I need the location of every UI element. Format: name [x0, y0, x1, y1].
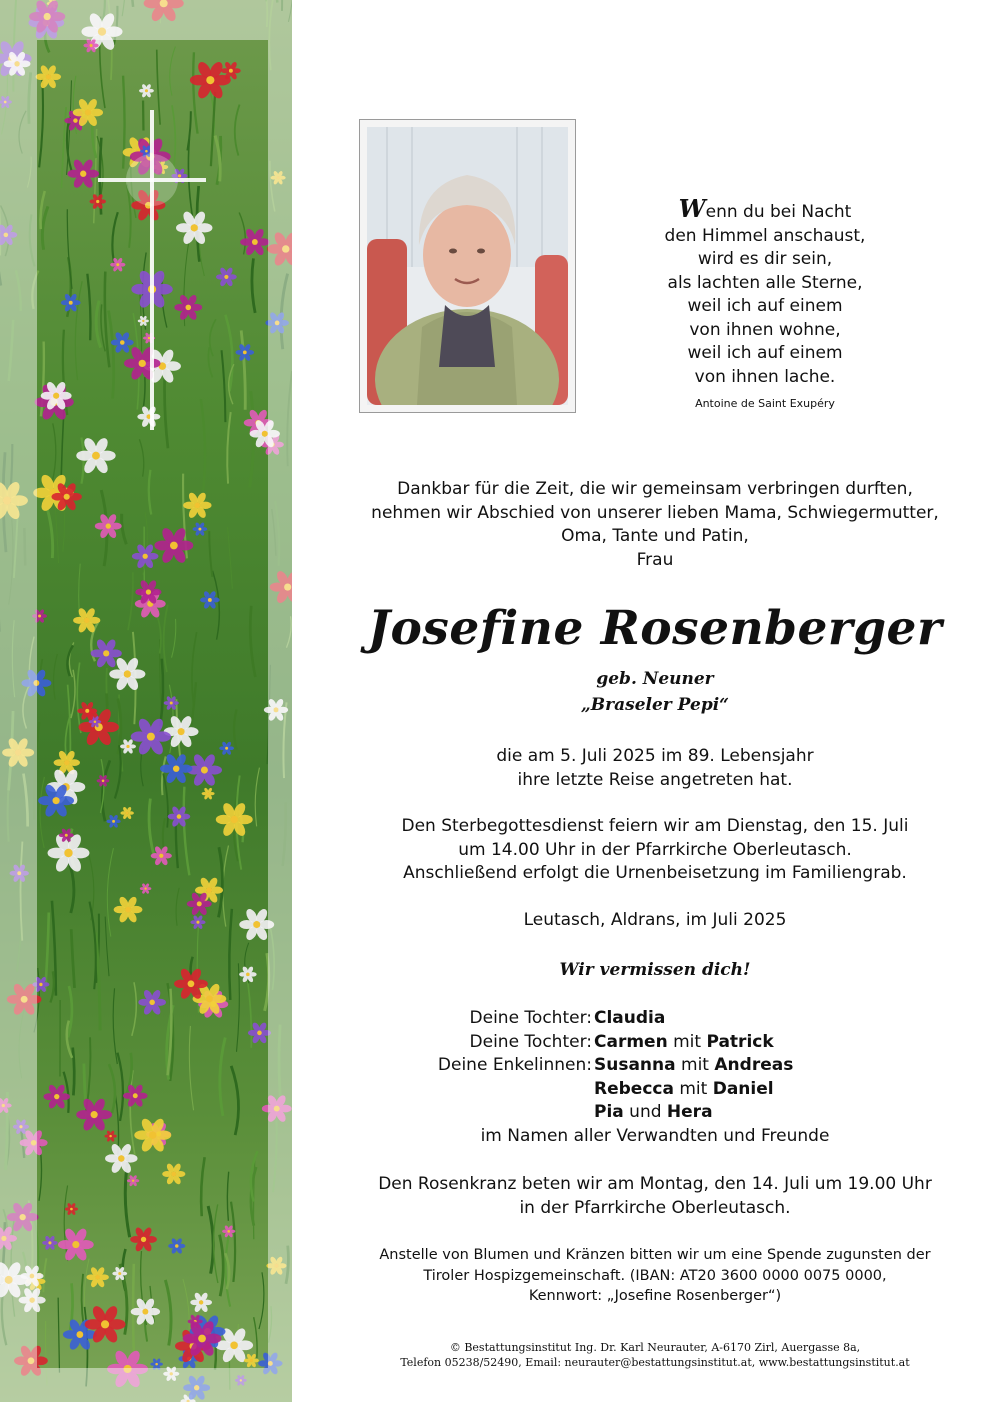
family-name: Rebecca — [594, 1078, 674, 1099]
family-names — [594, 1054, 793, 1078]
grass-blade — [281, 274, 288, 349]
grass-blade — [263, 0, 266, 1]
family-row — [310, 1031, 1000, 1055]
rosary-line: in der Pfarrkirche Oberleutasch. — [519, 1197, 791, 1218]
family-name: Carmen — [594, 1031, 668, 1052]
grass-blade — [275, 501, 279, 566]
grass-blade — [262, 0, 267, 27]
quote-initial: W — [678, 194, 706, 223]
intro-line: Frau — [636, 549, 674, 570]
grass-blade — [20, 842, 22, 941]
grass-blade — [269, 0, 273, 70]
grass-blade — [130, 0, 133, 7]
grass-blade — [283, 802, 286, 866]
flower — [2, 737, 34, 769]
quote-line: weil ich auf einem — [687, 343, 843, 363]
intro-line: Dankbar für die Zeit, die wir gemeinsam verbringen durften, — [397, 479, 913, 499]
family-names — [594, 1101, 713, 1125]
rosary-text — [310, 1173, 1000, 1220]
family-name: Pia — [594, 1102, 624, 1123]
flower — [0, 224, 17, 247]
flower — [10, 864, 29, 883]
quote-first-line — [630, 194, 900, 225]
grass-blade — [30, 214, 35, 266]
portrait-image — [367, 127, 568, 405]
funeral-home-footer — [310, 1340, 1000, 1370]
grass-blade — [286, 616, 291, 647]
grass-blade — [9, 519, 13, 604]
flower — [144, 0, 184, 23]
family-names — [594, 1031, 774, 1055]
family-name: Susanna — [594, 1055, 676, 1076]
family-row — [310, 1101, 1000, 1125]
flower — [0, 480, 28, 521]
place-date: Leutasch, Aldrans, im Juli 2025 — [523, 910, 787, 930]
death-line: die am 5. Juli 2025 im 89. Lebensjahr — [496, 746, 814, 766]
grass-blade — [9, 320, 13, 381]
donation-line: Anstelle von Blumen und Kränzen bitten wir um eine Spende zugunsten der — [379, 1247, 931, 1263]
service-line: Anschließend erfolgt die Urnenbeisetzung im Familiengrab. — [403, 863, 907, 883]
flower — [265, 311, 289, 334]
death-line: ihre letzte Reise angetreten hat. — [517, 769, 793, 790]
quote-line: als lachten alle Sterne, — [667, 272, 863, 293]
grass-blade — [279, 0, 282, 11]
grass-blade — [24, 528, 25, 566]
grass-blade — [271, 929, 275, 990]
quote-line: von ihnen lache. — [694, 366, 836, 387]
quote-line: den Himmel anschaust, — [664, 225, 866, 246]
family-label: Deine Tochter: — [469, 1008, 592, 1028]
family-names — [594, 1007, 665, 1031]
death-notice — [310, 745, 1000, 792]
grass-blade — [29, 72, 31, 123]
grass-blade — [283, 702, 286, 778]
flower — [270, 569, 292, 605]
flower — [267, 230, 292, 267]
miss-you-line: Wir vermissen dich! — [559, 960, 751, 980]
grass-blade — [16, 270, 21, 311]
family-name: Andreas — [714, 1055, 794, 1076]
flower — [235, 1375, 247, 1387]
grass-blade — [27, 157, 31, 188]
grass-blade — [270, 161, 275, 212]
portrait-photo — [359, 119, 576, 413]
funeral-service-text — [310, 815, 1000, 886]
grass-blade — [269, 1306, 272, 1342]
family-joiner: mit — [675, 1055, 715, 1076]
donation-text — [310, 1245, 1000, 1307]
family-joiner: und — [623, 1102, 667, 1123]
service-line: Den Sterbegottesdienst feiern wir am Dienstag, den 15. Juli — [401, 816, 909, 836]
family-name: Daniel — [712, 1078, 774, 1099]
family-list — [310, 1007, 1000, 1149]
family-label: Deine Enkelinnen: — [437, 1055, 592, 1076]
family-row — [310, 1007, 1000, 1031]
footer-line: Telefon 05238/52490, Email: neurauter@bestattungsinstitut.at, www.bestattungsinstitut.at — [400, 1356, 910, 1369]
maiden-name: geb. Neuner — [596, 669, 714, 689]
quote-first-rest: enn du bei Nacht — [705, 202, 852, 222]
grass-blade — [23, 774, 27, 827]
rosary-line: Den Rosenkranz beten wir am Montag, den 14. Juli um 19.00 Uhr — [378, 1174, 932, 1194]
wildflower-meadow-image — [0, 0, 292, 1402]
grass-blade — [288, 0, 292, 22]
grass-blade — [286, 1246, 288, 1284]
flower — [0, 95, 12, 108]
grass-blade — [12, 620, 14, 697]
family-name: Hera — [666, 1102, 713, 1123]
quote-line: von ihnen wohne, — [689, 319, 841, 340]
family-row — [310, 1054, 1000, 1078]
flower — [163, 1366, 179, 1382]
service-line: um 14.00 Uhr in der Pfarrkirche Oberleutasch. — [458, 839, 852, 860]
donation-line: Tiroler Hospizgemeinschaft. (IBAN: AT20 3600 0000 0075 0000, — [423, 1267, 887, 1284]
flower — [266, 1256, 286, 1276]
family-names — [594, 1078, 774, 1102]
quote-block — [630, 194, 900, 411]
flower — [271, 170, 286, 185]
intro-line: Oma, Tante und Patin, — [561, 526, 749, 546]
footer-line: © Bestattungsinstitut Ing. Dr. Karl Neurauter, A-6170 Zirl, Auergasse 8a, — [449, 1341, 861, 1354]
quote-author: Antoine de Saint Exupéry — [695, 397, 835, 410]
nickname: „Braseler Pepi“ — [581, 695, 729, 715]
family-label: Deine Tochter: — [469, 1031, 592, 1052]
grass-blade — [19, 111, 26, 154]
family-joiner: mit — [667, 1031, 707, 1052]
family-joiner: mit — [673, 1078, 713, 1099]
family-row — [310, 1078, 1000, 1102]
grass-blade — [122, 0, 126, 16]
family-name: Claudia — [594, 1008, 666, 1028]
donation-line: Kennwort: „Josefine Rosenberger“) — [528, 1288, 782, 1304]
grass-blade — [114, 6, 118, 45]
quote-line: wird es dir sein, — [697, 249, 833, 269]
meadow-inner-frame — [37, 40, 268, 1368]
grass-blade — [287, 371, 292, 466]
flower — [0, 1097, 12, 1114]
family-closing: im Namen aller Verwandten und Freunde — [480, 1125, 830, 1146]
flower — [7, 1201, 39, 1233]
maiden-name-block — [310, 666, 1000, 718]
intro-text — [310, 478, 1000, 572]
grass-blade — [272, 509, 276, 556]
intro-line: nehmen wir Abschied von unserer lieben Mama, Schwiegermutter, — [371, 502, 939, 523]
grass-blade — [276, 0, 280, 3]
family-name: Patrick — [706, 1031, 774, 1052]
deceased-name: Josefine Rosenberger — [367, 601, 943, 656]
quote-line: weil ich auf einem — [687, 296, 843, 316]
